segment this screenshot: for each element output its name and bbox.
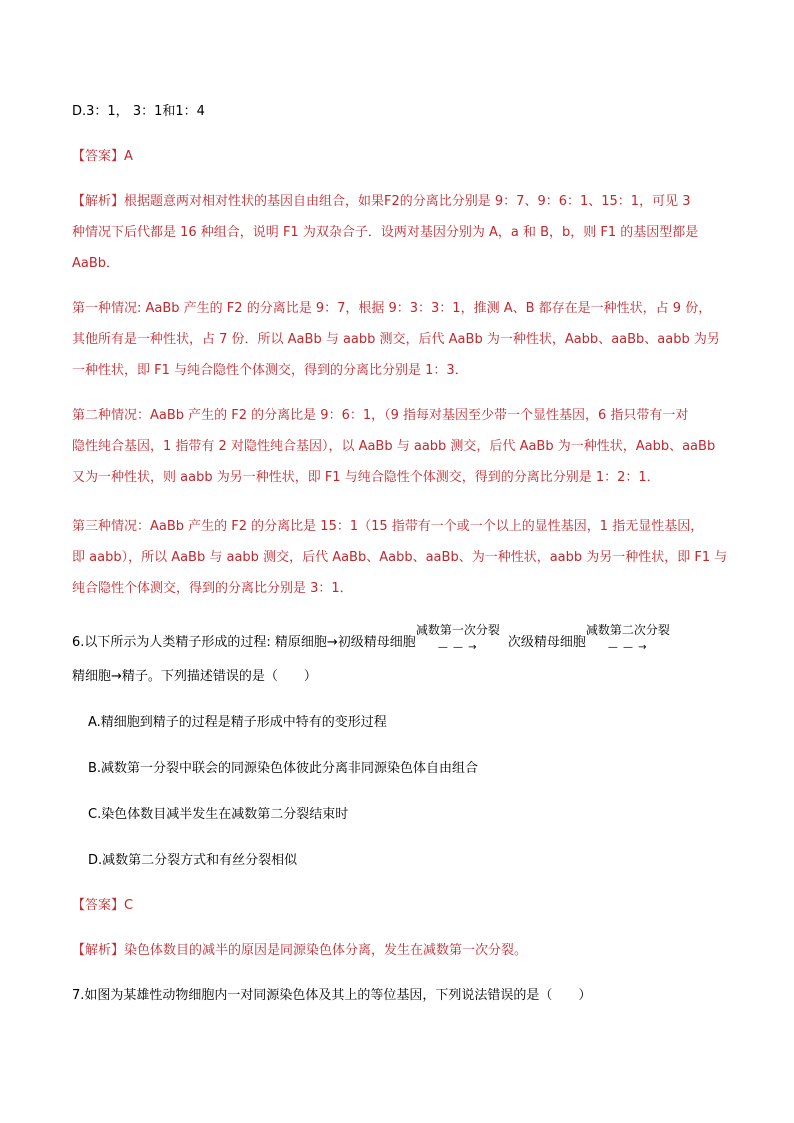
q6-analysis <box>72 942 527 960</box>
q5-case2-line-2: 隐性纯合基因，1 指带有 2 对隐性纯合基因），以 AaBb 与 aabb 测交，后代 AaBb 为一种性状，Aabb、aaBb <box>72 439 716 454</box>
q5-case2-line-3: 又为一种性状，则 aabb 为另一种性状，即 F1 与纯合隐性个体测交，得到的分离比分别是 1：2：1． <box>72 470 660 485</box>
answer-value: C <box>124 898 134 913</box>
q6-option-a: A.精细胞到精子的过程是精子形成中特有的变形过程 <box>88 715 387 730</box>
q6-option-c: C.染色体数目减半发生在减数第二分裂结束时 <box>88 807 349 822</box>
q6-option-b: B.减数第一分裂中联会的同源染色体彼此分离非同源染色体自由组合 <box>88 761 479 776</box>
arrow-meiosis-2 <box>585 623 678 653</box>
q5-analysis-line-3: AaBb． <box>72 256 120 271</box>
analysis-tag: 【解析】 <box>72 194 125 209</box>
q6-option-d: D.减数第二分裂方式和有丝分裂相似 <box>88 853 298 868</box>
answer-tag: 【答案】 <box>72 149 125 164</box>
q6-stem-line-2: 精细胞→精子。下列描述错误的是（ ） <box>72 669 317 684</box>
q6-stem-part1: 6.以下所示为人类精子形成的过程: 精原细胞→初级精母细胞 <box>72 635 416 650</box>
arrow-icon: — — → <box>437 642 478 653</box>
analysis-tag: 【解析】 <box>72 943 125 958</box>
q6-answer <box>72 897 133 915</box>
q5-case3-line-3: 纯合隐性个体测交，得到的分离比分别是 3：1． <box>72 581 353 596</box>
arrow-label-meiosis-2: 减数第二次分裂 <box>585 623 670 637</box>
answer-tag: 【答案】 <box>72 898 125 913</box>
q5-option-d: D.3：1， 3：1和1：4 <box>72 104 205 119</box>
analysis-text: 根据题意两对相对性状的基因自由组合，如果F2的分离比分别是 9：7、9：6：1、15：1，可见 3 <box>124 194 691 209</box>
q6-stem-line-1 <box>72 623 678 653</box>
q5-case3-line-2: 即 aabb），所以 AaBb 与 aabb 测交，后代 AaBb、Aabb、aaBb、为一种性状，aabb 为另一种性状，即 F1 与 <box>72 550 728 565</box>
answer-value: A <box>124 149 133 164</box>
arrow-label-meiosis-1: 减数第一次分裂 <box>415 623 500 637</box>
q5-case1-line-2: 其他所有是一种性状，占 7 份．所以 AaBb 与 aabb 测交，后代 AaBb 为一种性状，Aabb、aaBb、aabb 为另 <box>72 332 720 347</box>
arrow-meiosis-1 <box>415 623 508 653</box>
q5-case2-line-1: 第二种情况：AaBb 产生的 F2 的分离比是 9：6：1，（9 指每对基因至少带一个显性基因，6 指只带有一对 <box>72 408 689 423</box>
q6-stem-part2: 次级精母细胞 <box>507 635 586 650</box>
q7-stem: 7.如图为某雄性动物细胞内一对同源染色体及其上的等位基因，下列说法错误的是（ ） <box>72 988 592 1003</box>
q5-case1-line-1: 第一种情况: AaBb 产生的 F2 的分离比是 9：7，根据 9：3：3：1，推测 A、B 都存在是一种性状，占 9 份， <box>72 301 712 316</box>
q5-analysis-line-1 <box>72 193 690 211</box>
q5-case1-line-3: 一种性状，即 F1 与纯合隐性个体测交，得到的分离比分别是 1：3． <box>72 363 468 378</box>
arrow-icon: — — → <box>607 642 648 653</box>
q5-analysis-line-2: 种情况下后代都是 16 种组合，说明 F1 为双杂合子．设两对基因分别为 A，a 和 B，b，则 F1 的基因型都是 <box>72 225 699 240</box>
analysis-text: 染色体数目的减半的原因是同源染色体分离，发生在减数第一次分裂。 <box>124 943 528 958</box>
q5-answer <box>72 148 133 166</box>
q5-case3-line-1: 第三种情况：AaBb 产生的 F2 的分离比是 15：1（15 指带有一个或一个以上的显性基因，1 指无显性基因， <box>72 519 704 534</box>
